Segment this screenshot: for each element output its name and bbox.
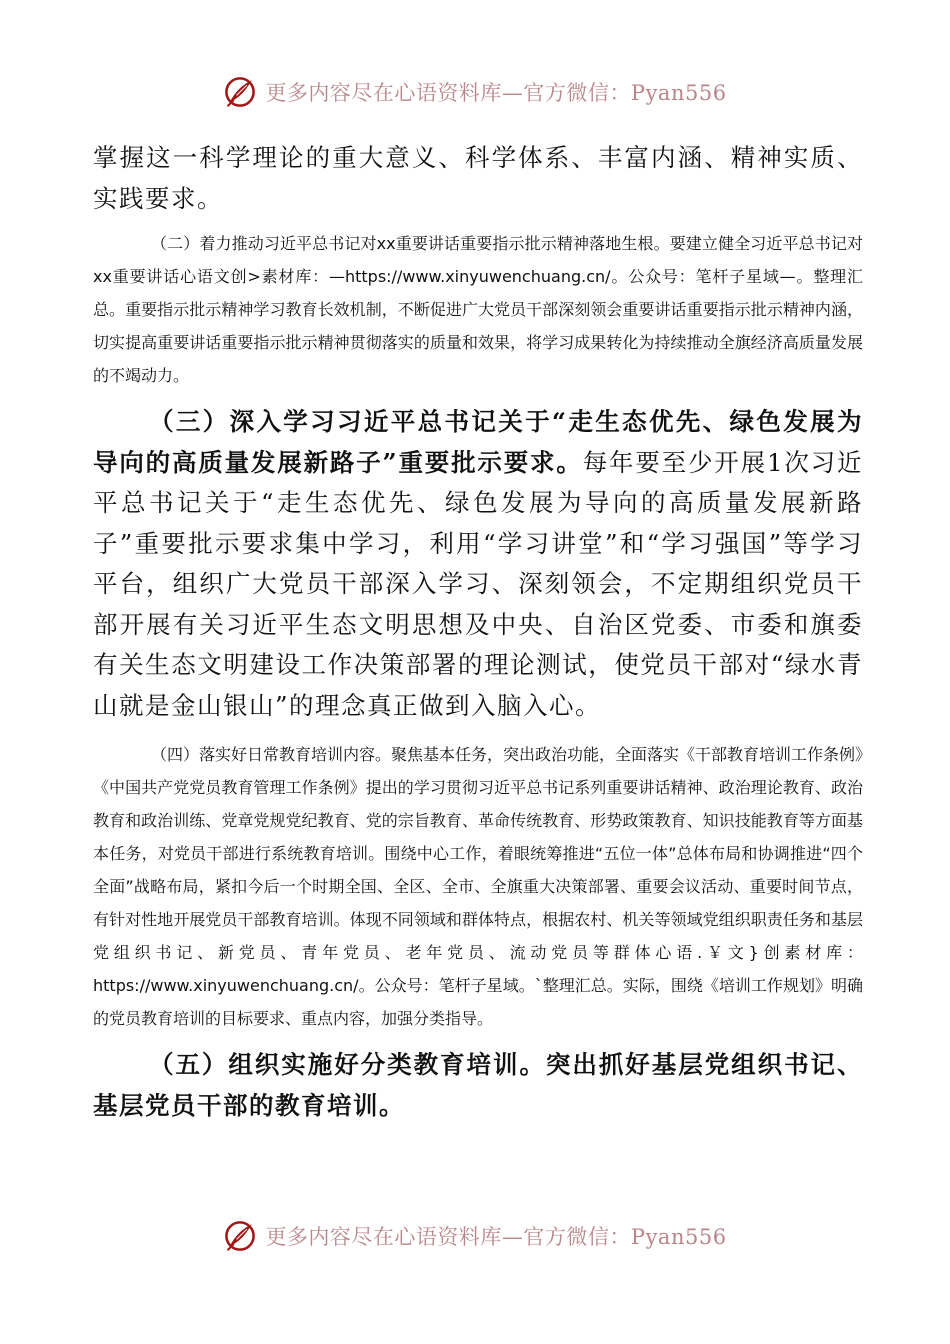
paragraph-3 [93,402,863,726]
paragraph-3-heading: （三）深入学习习近平总书记关于“走生态优先、绿色发展为导向的高质量发展新路子”重要批示要求。 [93,407,863,477]
feather-pen-logo-icon [223,1219,257,1253]
feather-pen-logo-icon [223,75,257,109]
watermark-text: 更多内容尽在心语资料库—官方微信：Pyan556 [265,81,727,105]
paragraph-1: 掌握这一科学理论的重大意义、科学体系、丰富内涵、精神实质、实践要求。 [93,143,863,213]
paragraph-4: （四）落实好日常教育培训内容。聚焦基本任务，突出政治功能，全面落实《干部教育培训工作条例》《中国共产党党员教育管理工作条例》提出的学习贯彻习近平总书记系列重要讲话精神、政治理论教育、政治教育和政治训练、党章党规党纪教育、党的宗旨教育、革命传统教育、形势政策教育、知识技能教育等方面基本任务，对党员干部进行系统教育培训。围绕中心工作，着眼统筹推进“五位一体”总体布局和协调推进“四个全面”战略布局，紧扣今后一个时期全国、全区、全市、全旗重大决策部署、重要会议活动、重要时间节点，有针对性地开展党员干部教育培训。体现不同领域和群体特点，根据农村、机关等领域党组织职责任务和基层党组织书记、新党员、青年党员、老年党员、流动党员等群体心语.￥文}创素材库：https://www.xinyuwenchuang.cn/。公众号：笔杆子星域。`整理汇总。实际，围绕《培训工作规划》明确的党员教育培训的目标要求、重点内容，加强分类指导。 [93,745,864,1028]
header-watermark [0,68,950,116]
document-body [93,138,863,1126]
footer-watermark [0,1212,950,1260]
paragraph-3-body: 每年要至少开展1次习近平总书记关于“走生态优先、绿色发展为导向的高质量发展新路子”重要批示要求集中学习，利用“学习讲堂”和“学习强国”等学习平台，组织广大党员干部深入学习、深刻领会，不定期组织党员干部开展有关习近平生态文明思想及中央、自治区党委、市委和旗委有关生态文明建设工作决策部署的理论测试，使党员干部对“绿水青山就是金山银山”的理念真正做到入脑入心。 [93,447,864,720]
paragraph-2: （二）着力推动习近平总书记对xx重要讲话重要指示批示精神落地生根。要建立健全习近平总书记对xx重要讲话心语文创>素材库：—https://www.xinyuwenchuang.cn/。公众号：笔杆子星域—。整理汇总。重要指示批示精神学习教育长效机制，不断促进广大党员干部深刻领会重要讲话重要指示批示精神内涵，切实提高重要讲话重要指示批示精神贯彻落实的质量和效果，将学习成果转化为持续推动全旗经济高质量发展的不竭动力。 [93,234,863,385]
watermark-text: 更多内容尽在心语资料库—官方微信：Pyan556 [265,1225,727,1249]
paragraph-5: （五）组织实施好分类教育培训。突出抓好基层党组织书记、基层党员干部的教育培训。 [93,1050,863,1120]
